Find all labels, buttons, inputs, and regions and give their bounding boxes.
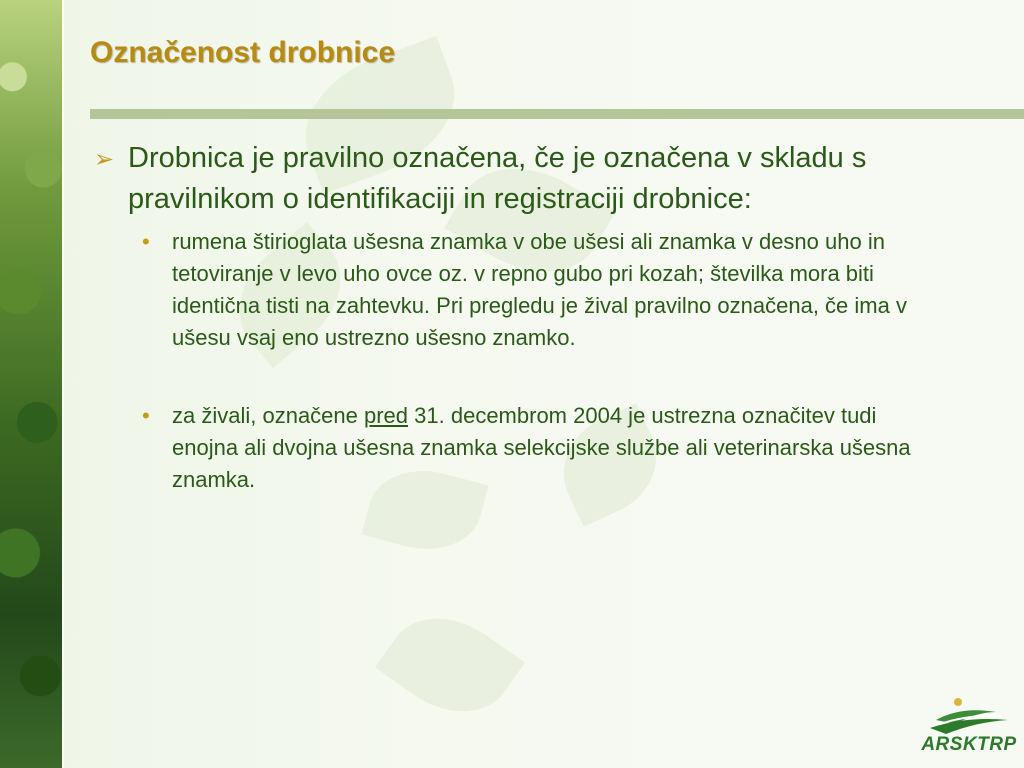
main-bullet (94, 138, 954, 220)
sub-bullet (142, 226, 942, 354)
dot-bullet-icon: • (142, 229, 150, 254)
foliage-side-strip (0, 0, 62, 768)
main-bullet-text: Drobnica je pravilno označena, če je označena v skladu s pravilnikom o identifikaciji in registraciji drobnice: (128, 142, 867, 215)
sub-bullet-text: rumena štirioglata ušesna znamka v obe ušesi ali znamka v desno uho in tetoviranje v levo uho ovce oz. v repno gubo pri kozah; številka mora biti identična tisti na zahtevku. Pri pregledu je žival pravilno označena, če ima v ušesu vsaj eno ustrezno ušesno znamko. (172, 229, 907, 350)
sub-bullet-text-end: 31. decembrom 2004 je ustrezna označitev tudi enojna ali dvojna ušesna znamka selekcijske službe ali veterinarska ušesna znamka. (172, 403, 911, 492)
dot-bullet-icon: • (142, 403, 150, 428)
slide-content (94, 138, 954, 496)
side-strip-divider (62, 0, 64, 768)
arrow-bullet-icon: ➢ (94, 146, 115, 173)
sub-bullet-text-start: za živali, označene (172, 403, 364, 428)
title-underline-bar (90, 109, 1024, 119)
logo-emblem-icon (916, 690, 1022, 736)
arsktrp-logo (916, 690, 1022, 764)
sub-bullet (142, 400, 942, 496)
slide-title: Označenost drobnice (90, 36, 396, 69)
logo-text: ARSKTRP (921, 734, 1017, 755)
sub-bullet-underlined-word: pred (364, 403, 409, 428)
